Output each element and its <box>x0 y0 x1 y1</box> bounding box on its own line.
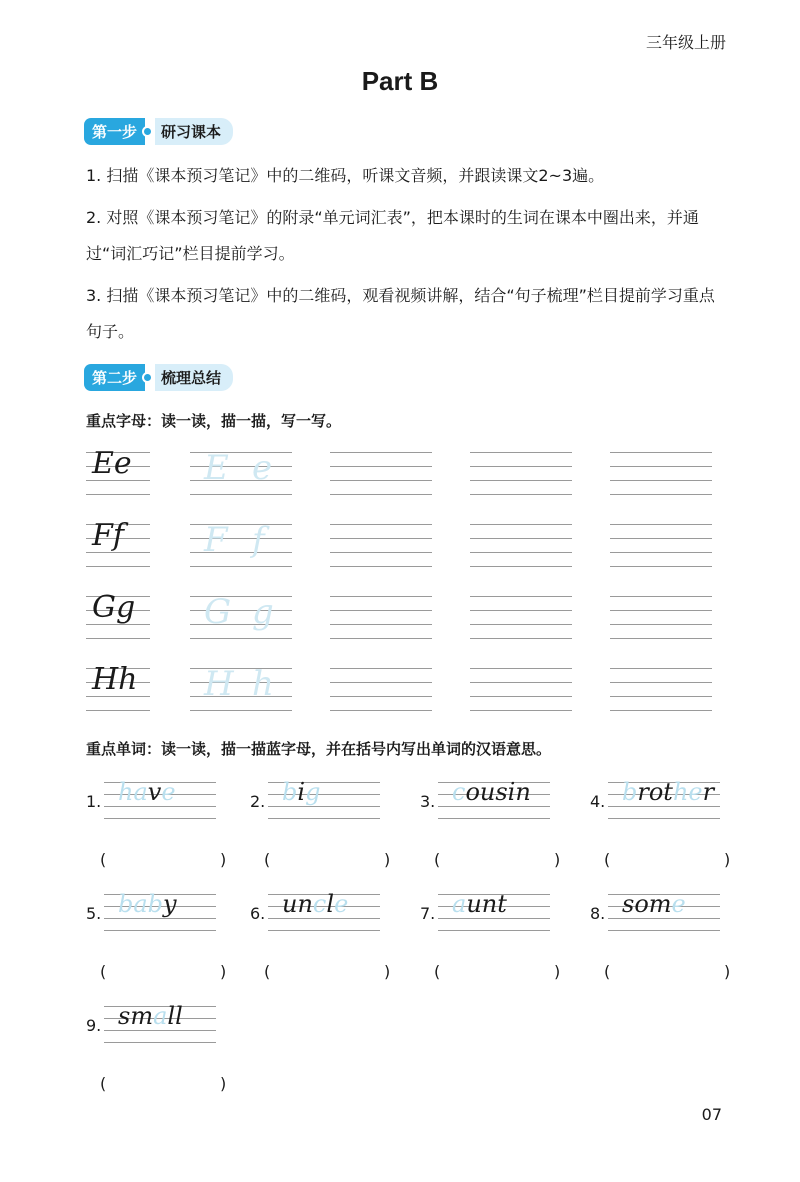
blue-trace-letters: e <box>161 778 176 806</box>
meaning-paren-open[interactable]: ( <box>100 1074 107 1093</box>
word-number: 5. <box>86 904 102 923</box>
letters-heading: 重点字母：读一读，描一描，写一写。 <box>86 412 342 430</box>
trace-word[interactable] <box>452 778 531 806</box>
step1-item-2: 2. 对照《课本预习笔记》的附录“单元词汇表”，把本课时的生词在课本中圈出来，并通过“词汇巧记”栏目提前学习。 <box>86 208 699 263</box>
writing-lines[interactable] <box>470 452 572 508</box>
blue-trace-letters: c <box>312 890 327 918</box>
trace-word[interactable] <box>282 890 348 918</box>
blue-trace-letters: c <box>452 778 466 806</box>
part-title: Part B <box>361 66 439 96</box>
writing-lines[interactable] <box>610 452 712 508</box>
blue-trace-letters: g <box>305 778 321 806</box>
word-number: 3. <box>420 792 436 811</box>
trace-word[interactable] <box>118 890 177 918</box>
blue-trace-letters: e <box>671 890 686 918</box>
meaning-paren-close[interactable]: ) <box>220 850 227 869</box>
printed-letters: som <box>622 890 672 918</box>
word-number: 1. <box>86 792 102 811</box>
blue-trace-letters: he <box>672 778 703 806</box>
writing-lines[interactable] <box>610 668 712 724</box>
writing-lines[interactable] <box>330 452 432 508</box>
step1-name: 研习课本 <box>155 118 233 145</box>
printed-letters: rot <box>637 778 673 806</box>
blue-trace-letters: a <box>452 890 467 918</box>
blue-trace-letters: ha <box>118 778 148 806</box>
printed-letters: r <box>702 778 715 806</box>
step1-item-1: 1. 扫描《课本预习笔记》中的二维码，听课文音频，并跟读课文2~3遍。 <box>86 166 605 185</box>
meaning-paren-close[interactable]: ) <box>384 850 391 869</box>
writing-lines[interactable] <box>610 596 712 652</box>
meaning-paren-close[interactable]: ) <box>384 962 391 981</box>
blue-trace-letters: bab <box>118 890 164 918</box>
trace-lower-letter: e <box>252 448 273 488</box>
model-letter: Hh <box>92 662 138 697</box>
printed-letters: un <box>282 890 313 918</box>
blue-trace-letters: b <box>282 778 298 806</box>
trace-word[interactable] <box>622 778 714 806</box>
trace-upper-letter: E <box>204 448 229 488</box>
model-letter: Ff <box>92 518 124 553</box>
meaning-paren-close[interactable]: ) <box>724 850 731 869</box>
trace-word[interactable] <box>118 778 176 806</box>
step-dot-icon <box>142 126 153 137</box>
printed-letters: ll <box>167 1002 183 1030</box>
word-writing-lines <box>268 890 380 934</box>
blue-trace-letters: a <box>153 1002 168 1030</box>
page-number: 07 <box>701 1105 722 1124</box>
meaning-paren-open[interactable]: ( <box>604 962 611 981</box>
trace-lower-letter: g <box>252 592 274 632</box>
writing-lines[interactable] <box>330 596 432 652</box>
trace-word[interactable] <box>452 890 507 918</box>
word-writing-lines <box>438 890 550 934</box>
trace-word[interactable] <box>118 1002 183 1030</box>
printed-letters: y <box>163 890 177 918</box>
word-writing-lines <box>608 890 720 934</box>
model-letter: Ee <box>92 446 132 481</box>
word-writing-lines <box>608 778 720 822</box>
meaning-paren-close[interactable]: ) <box>554 850 561 869</box>
writing-lines[interactable] <box>470 668 572 724</box>
meaning-paren-open[interactable]: ( <box>100 962 107 981</box>
step1-label <box>84 118 233 144</box>
step2-name: 梳理总结 <box>155 364 233 391</box>
meaning-paren-close[interactable]: ) <box>724 962 731 981</box>
word-writing-lines <box>104 778 216 822</box>
printed-letters: sm <box>118 1002 154 1030</box>
printed-letters: ousin <box>465 778 531 806</box>
trace-lower-letter: f <box>252 520 265 560</box>
writing-lines[interactable] <box>330 524 432 580</box>
meaning-paren-open[interactable]: ( <box>604 850 611 869</box>
word-number: 9. <box>86 1016 102 1035</box>
meaning-paren-open[interactable]: ( <box>100 850 107 869</box>
step-dot-icon <box>142 372 153 383</box>
step2-label <box>84 364 233 390</box>
meaning-paren-open[interactable]: ( <box>264 850 271 869</box>
writing-lines[interactable] <box>470 524 572 580</box>
writing-lines[interactable] <box>470 596 572 652</box>
meaning-paren-open[interactable]: ( <box>434 962 441 981</box>
trace-word[interactable] <box>282 778 320 806</box>
step2-num: 第二步 <box>84 364 145 391</box>
trace-word[interactable] <box>622 890 686 918</box>
trace-upper-letter: H <box>204 664 234 704</box>
meaning-paren-open[interactable]: ( <box>264 962 271 981</box>
meaning-paren-close[interactable]: ) <box>220 1074 227 1093</box>
writing-lines[interactable] <box>610 524 712 580</box>
printed-letters: v <box>147 778 162 806</box>
word-number: 7. <box>420 904 436 923</box>
word-writing-lines <box>104 890 216 934</box>
step1-num: 第一步 <box>84 118 145 145</box>
step1-item-3: 3. 扫描《课本预习笔记》中的二维码，观看视频讲解，结合“句子梳理”栏目提前学习重点句子。 <box>86 286 715 341</box>
blue-trace-letters: b <box>622 778 638 806</box>
meaning-paren-open[interactable]: ( <box>434 850 441 869</box>
grade-label: 三年级上册 <box>645 33 726 52</box>
printed-letters: i <box>297 778 306 806</box>
printed-letters: l <box>326 890 335 918</box>
writing-lines[interactable] <box>330 668 432 724</box>
meaning-paren-close[interactable]: ) <box>220 962 227 981</box>
words-heading: 重点单词：读一读，描一描蓝字母，并在括号内写出单词的汉语意思。 <box>86 740 552 758</box>
word-number: 4. <box>590 792 606 811</box>
word-number: 6. <box>250 904 266 923</box>
word-writing-lines <box>104 1002 216 1046</box>
word-writing-lines <box>438 778 550 822</box>
meaning-paren-close[interactable]: ) <box>554 962 561 981</box>
printed-letters: unt <box>466 890 507 918</box>
word-number: 8. <box>590 904 606 923</box>
trace-upper-letter: F <box>204 520 228 560</box>
blue-trace-letters: e <box>334 890 349 918</box>
word-number: 2. <box>250 792 266 811</box>
word-writing-lines <box>268 778 380 822</box>
model-letter: Gg <box>92 590 136 625</box>
trace-upper-letter: G <box>204 592 232 632</box>
trace-lower-letter: h <box>252 664 274 704</box>
